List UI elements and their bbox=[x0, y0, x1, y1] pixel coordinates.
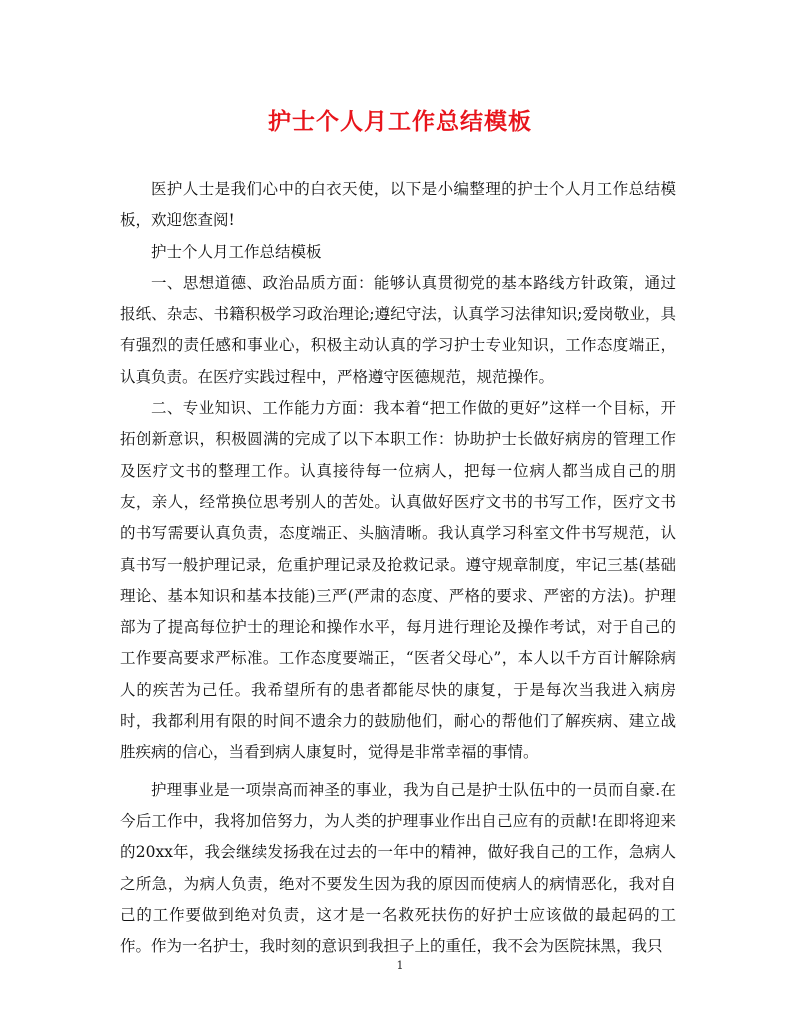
paragraph-professional: 二、专业知识、工作能力方面：我本着“把工作做的更好”这样一个目标，开拓创新意识，积极圆满的完成了以下本职工作：协助护士长做好病房的管理工作及医疗文书的整理工作。认真接待每一位病人，把每一位病人都当成自己的朋友，亲人，经常换位思考别人的苦处。认真做好医疗文书的书写工作，医疗文书的书写需要认真负责，态度端正、头脑清晰。我认真学习科室文件书写规范，认真书写一般护理记录，危重护理记录及抢救记录。遵守规章制度，牢记三基(基础理论、基本知识和基本技能)三严(严肃的态度、严格的要求、严密的方法)。护理部为了提高每位护士的理论和操作水平，每月进行理论及操作考试，对于自己的工作要高要求严标准。工作态度要端正，“医者父母心”，本人以千方百计解除病人的疾苦为己任。我希望所有的患者都能尽快的康复，于是每次当我进入病房时，我都利用有限的时间不遗余力的鼓励他们，耐心的帮他们了解疾病、建立战胜疾病的信心，当看到病人康复时，觉得是非常幸福的事情。 bbox=[120, 399, 676, 762]
intro-paragraph: 医护人士是我们心中的白衣天使，以下是小编整理的护士个人月工作总结模板，欢迎您查阅! bbox=[120, 180, 676, 230]
document-body bbox=[120, 174, 676, 962]
paragraph-career: 护理事业是一项崇高而神圣的事业，我为自己是护士队伍中的一员而自豪.在今后工作中，我将加倍努力，为人类的护理事业作出自己应有的贡献!在即将迎来的20xx年，我会继续发扬我在过去的一年中的精神，做好我自己的工作，急病人之所急，为病人负责，绝对不要发生因为我的原因而使病人的病情恶化，我对自己的工作要做到绝对负责，这才是一名救死扶伤的好护士应该做的最起码的工作。作为一名护士，我时刻的意识到我担子上的重任，我不会为医院抹黑，我只 bbox=[120, 780, 676, 956]
page-number: 1 bbox=[396, 959, 404, 972]
section-heading: 护士个人月工作总结模板 bbox=[151, 242, 322, 261]
paragraph-ideology: 一、思想道德、政治品质方面：能够认真贯彻党的基本路线方针政策，通过报纸、杂志、书籍积极学习政治理论;遵纪守法，认真学习法律知识;爱岗敬业，具有强烈的责任感和事业心，积极主动认真的学习护士专业知识，工作态度端正，认真负责。在医疗实践过程中，严格遵守医德规范，规范操作。 bbox=[120, 273, 676, 386]
document-title: 护士个人月工作总结模板 bbox=[268, 108, 532, 135]
